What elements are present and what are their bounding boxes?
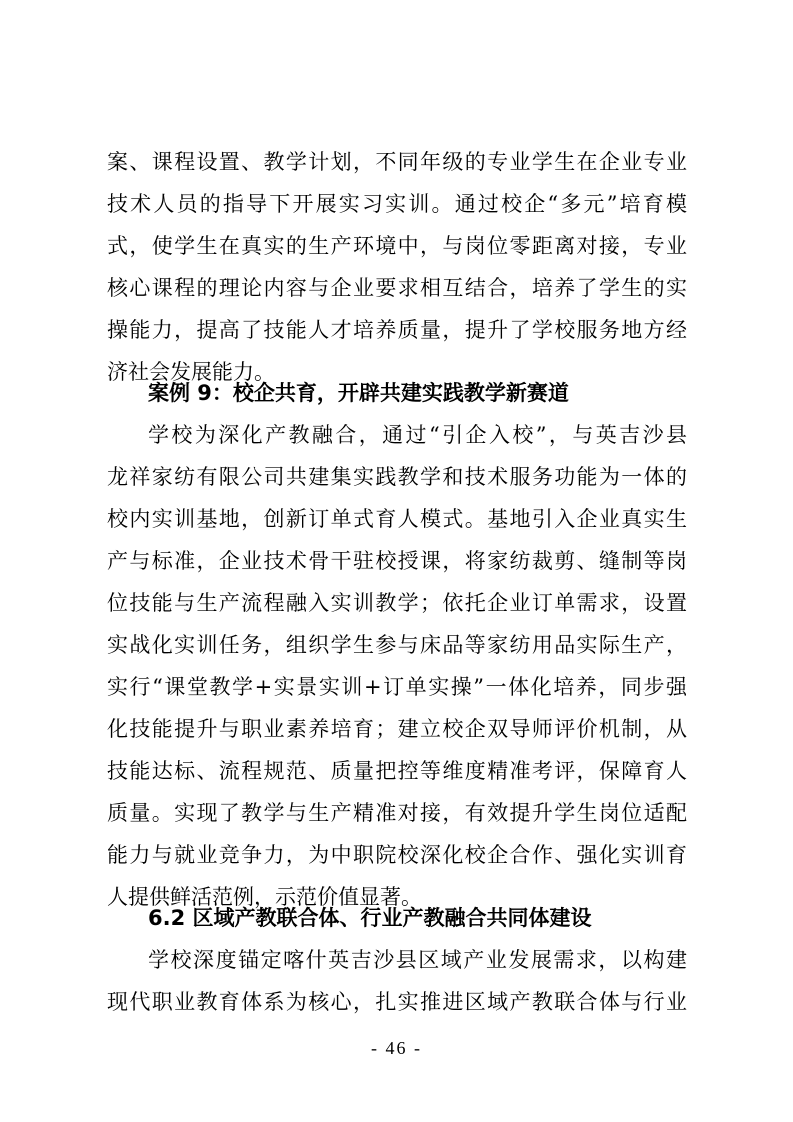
paragraph-line: 技能达标、流程规范、质量把控等维度精准考评，保障育人 bbox=[107, 759, 687, 783]
paragraph-line: 操能力，提高了技能人才培养质量，提升了学校服务地方经 bbox=[107, 318, 687, 342]
paragraph-line: 人提供鲜活范例，示范价值显著。 bbox=[107, 885, 422, 909]
case-heading: 案例 9：校企共育，开辟共建实践教学新赛道 bbox=[148, 381, 569, 405]
paragraph-line: 现代职业教育体系为核心，扎实推进区域产教联合体与行业 bbox=[107, 990, 687, 1014]
paragraph-line: 龙祥家纺有限公司共建集实践教学和技术服务功能为一体的 bbox=[107, 465, 687, 489]
paragraph-line: 能力与就业竞争力，为中职院校深化校企合作、强化实训育 bbox=[107, 843, 687, 867]
paragraph-line: 核心课程的理论内容与企业要求相互结合，培养了学生的实 bbox=[107, 276, 687, 300]
paragraph-line: 校内实训基地，创新订单式育人模式。基地引入企业真实生 bbox=[107, 507, 687, 531]
paragraph-line: 化技能提升与职业素养培育；建立校企双导师评价机制，从 bbox=[107, 717, 687, 741]
section-heading: 6.2 区域产教联合体、行业产教融合共同体建设 bbox=[148, 906, 592, 930]
page-number: - 46 - bbox=[371, 1038, 422, 1058]
paragraph-line: 质量。实现了教学与生产精准对接，有效提升学生岗位适配 bbox=[107, 801, 687, 825]
paragraph-line: 技术人员的指导下开展实习实训。通过校企“多元”培育模 bbox=[107, 192, 687, 216]
paragraph-line: 位技能与生产流程融入实训教学；依托企业订单需求，设置 bbox=[107, 591, 687, 615]
paragraph-line: 实战化实训任务，组织学生参与床品等家纺用品实际生产， bbox=[107, 633, 687, 657]
paragraph-line: 学校深度锚定喀什英吉沙县区域产业发展需求，以构建 bbox=[148, 948, 687, 972]
paragraph-line: 实行“课堂教学+实景实训+订单实操”一体化培养，同步强 bbox=[107, 675, 687, 699]
paragraph-line: 学校为深化产教融合，通过“引企入校”，与英吉沙县 bbox=[148, 423, 687, 447]
paragraph-line: 式，使学生在真实的生产环境中，与岗位零距离对接，专业 bbox=[107, 234, 687, 258]
paragraph-line: 案、课程设置、教学计划，不同年级的专业学生在企业专业 bbox=[107, 150, 687, 174]
paragraph-line: 济社会发展能力。 bbox=[107, 360, 275, 384]
paragraph-line: 产与标准，企业技术骨干驻校授课，将家纺裁剪、缝制等岗 bbox=[107, 549, 687, 573]
